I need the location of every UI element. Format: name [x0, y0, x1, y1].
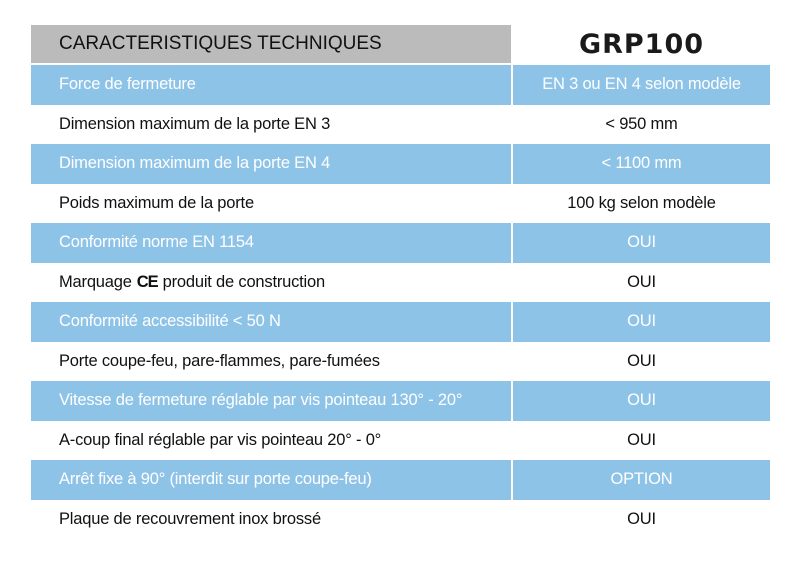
spec-table — [31, 25, 770, 539]
table-title: CARACTERISTIQUES TECHNIQUES — [31, 25, 511, 63]
table-row — [31, 421, 770, 461]
row-label: Conformité accessibilité < 50 N — [31, 302, 511, 342]
table-row — [31, 302, 770, 342]
row-label: Dimension maximum de la porte EN 4 — [31, 144, 511, 184]
table-row — [31, 500, 770, 540]
row-label — [31, 263, 511, 303]
table-row — [31, 460, 770, 500]
row-value: OUI — [513, 302, 770, 342]
table-header — [31, 25, 770, 63]
ce-mark-icon: CE — [136, 272, 158, 291]
row-value: OUI — [513, 342, 770, 382]
row-label: Plaque de recouvrement inox brossé — [31, 500, 511, 540]
table-row — [31, 342, 770, 382]
row-value: OUI — [513, 421, 770, 461]
row-value: OUI — [513, 381, 770, 421]
row-label-prefix: Marquage — [59, 272, 132, 291]
table-row — [31, 105, 770, 145]
table-row — [31, 223, 770, 263]
row-value: OUI — [513, 500, 770, 540]
row-value: OUI — [513, 223, 770, 263]
row-label: Arrêt fixe à 90° (interdit sur porte coupe-feu) — [31, 460, 511, 500]
model-name: GRP100 — [513, 25, 770, 63]
row-label: Poids maximum de la porte — [31, 184, 511, 224]
row-label: Vitesse de fermeture réglable par vis pointeau 130° - 20° — [31, 381, 511, 421]
row-value: < 950 mm — [513, 105, 770, 145]
row-label: Force de fermeture — [31, 65, 511, 105]
row-value: OUI — [513, 263, 770, 303]
table-row — [31, 65, 770, 105]
table-row — [31, 381, 770, 421]
table-row — [31, 184, 770, 224]
row-value: < 1100 mm — [513, 144, 770, 184]
row-label: Porte coupe-feu, pare-flammes, pare-fumées — [31, 342, 511, 382]
row-label-suffix: produit de construction — [162, 272, 325, 291]
table-row — [31, 144, 770, 184]
table-row — [31, 263, 770, 303]
row-value: OPTION — [513, 460, 770, 500]
row-label: Conformité norme EN 1154 — [31, 223, 511, 263]
row-value: EN 3 ou EN 4 selon modèle — [513, 65, 770, 105]
row-label: Dimension maximum de la porte EN 3 — [31, 105, 511, 145]
row-label: A-coup final réglable par vis pointeau 20° - 0° — [31, 421, 511, 461]
row-value: 100 kg selon modèle — [513, 184, 770, 224]
